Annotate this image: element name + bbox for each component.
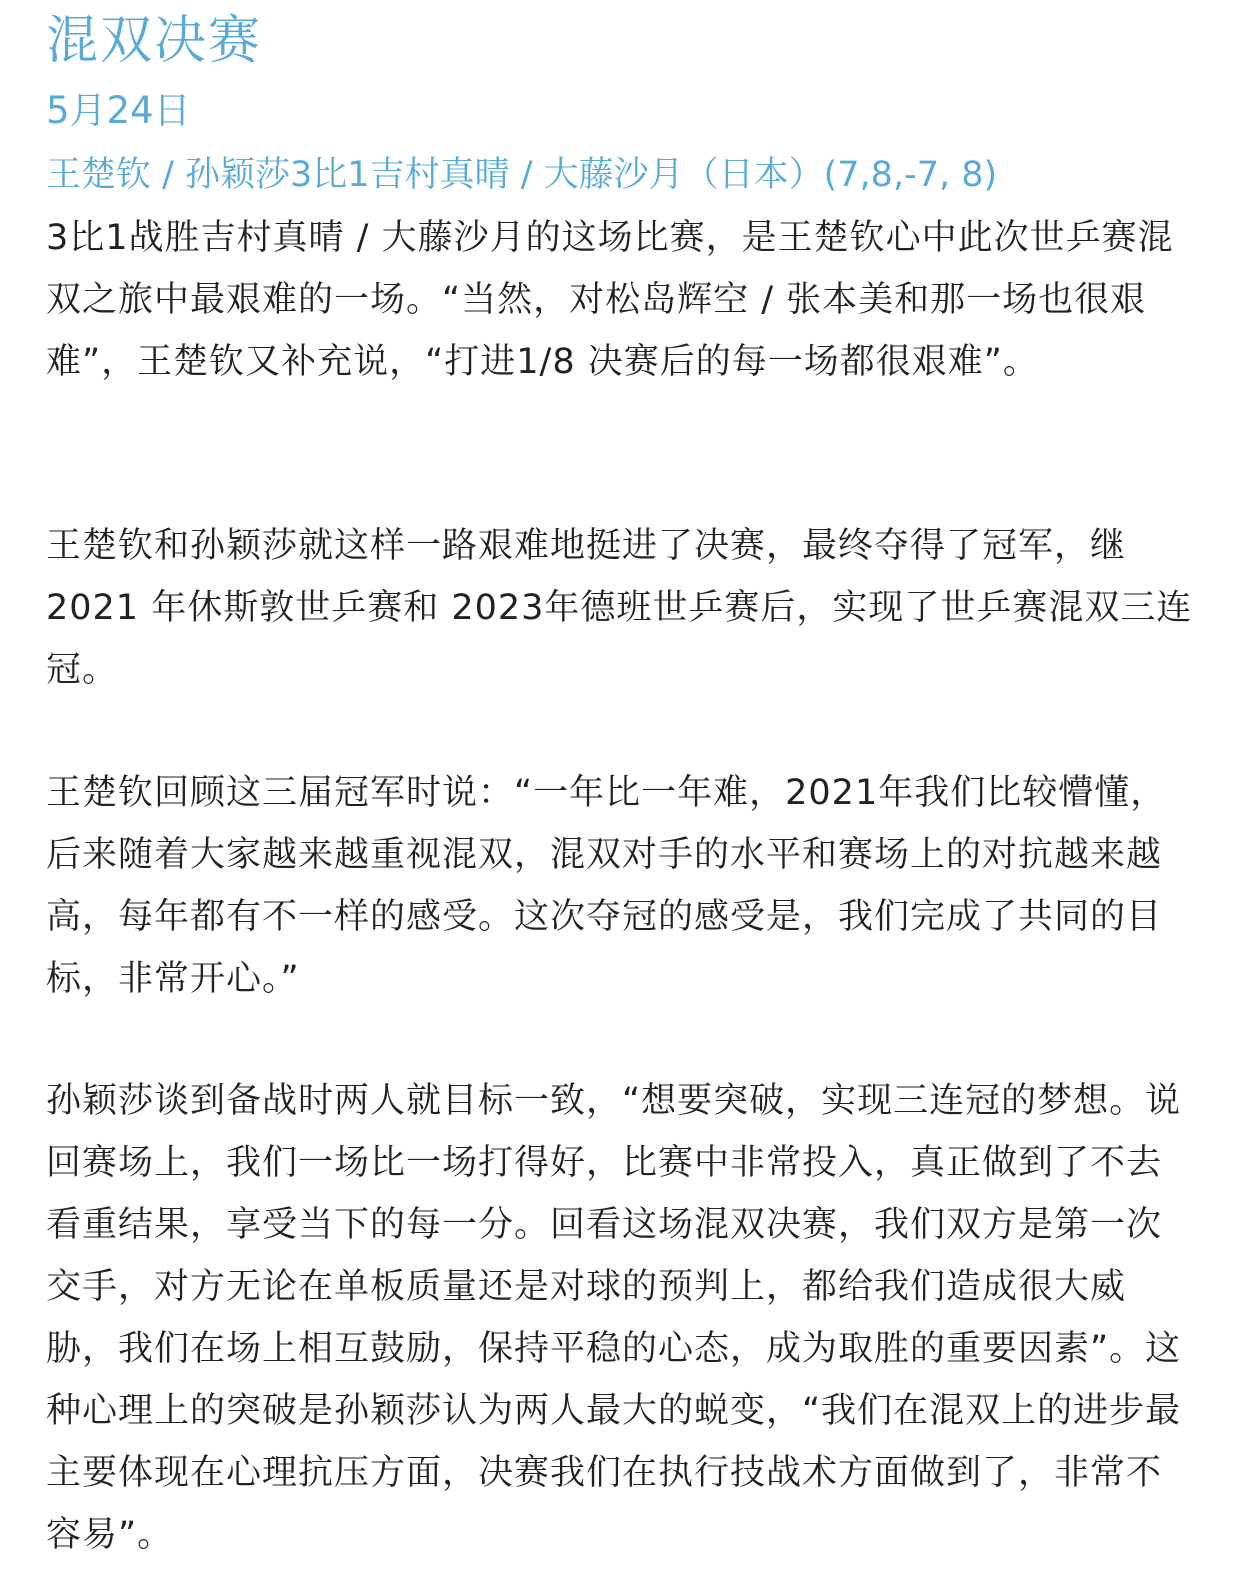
paragraph-4: 孙颖莎谈到备战时两人就目标一致，“想要突破，实现三连冠的梦想。说回赛场上，我们一场比一场打得好，比赛中非常投入，真正做到了不去看重结果，享受当下的每一分。回看这场混双决赛，我们双方是第一次交手，对方无论在单板质量还是对球的预判上，都给我们造成很大威胁，我们在场上相互鼓励，保持平稳的心态，成为取胜的重要因素”。这种心理上的突破是孙颖莎认为两人最大的蜕变，“我们在混双上的进步最主要体现在心理抗压方面，决赛我们在执行技战术方面做到了，非常不容易”。 — [46, 1081, 1182, 1555]
match-result: 王楚钦 / 孙颖莎3比1吉村真晴 / 大藤沙月（日本）(7,8,-7, 8) — [46, 155, 998, 195]
paragraph-1: 3比1战胜吉村真晴 / 大藤沙月的这场比赛，是王楚钦心中此次世乒赛混双之旅中最艰难的一场。“当然，对松岛辉空 / 张本美和那一场也很艰难”，王楚钦又补充说，“打进1/8 决赛后的每一场都很艰难”。 — [46, 218, 1174, 382]
article-title: 混双决赛 — [46, 11, 263, 71]
match-date: 5月24日 — [46, 89, 191, 132]
paragraph-3: 王楚钦回顾这三届冠军时说：“一年比一年难，2021年我们比较懵懂，后来随着大家越来越重视混双，混双对手的水平和赛场上的对抗越来越高，每年都有不一样的感受。这次夺冠的感受是，我们完成了共同的目标，非常开心。” — [46, 773, 1167, 999]
watermark-overlay — [1034, 1494, 1204, 1584]
paragraph-2: 王楚钦和孙颖莎就这样一路艰难地挺进了决赛，最终夺得了冠军，继 2021 年休斯敦世乒赛和 2023年德班世乒赛后，实现了世乒赛混双三连冠。 — [46, 526, 1193, 690]
